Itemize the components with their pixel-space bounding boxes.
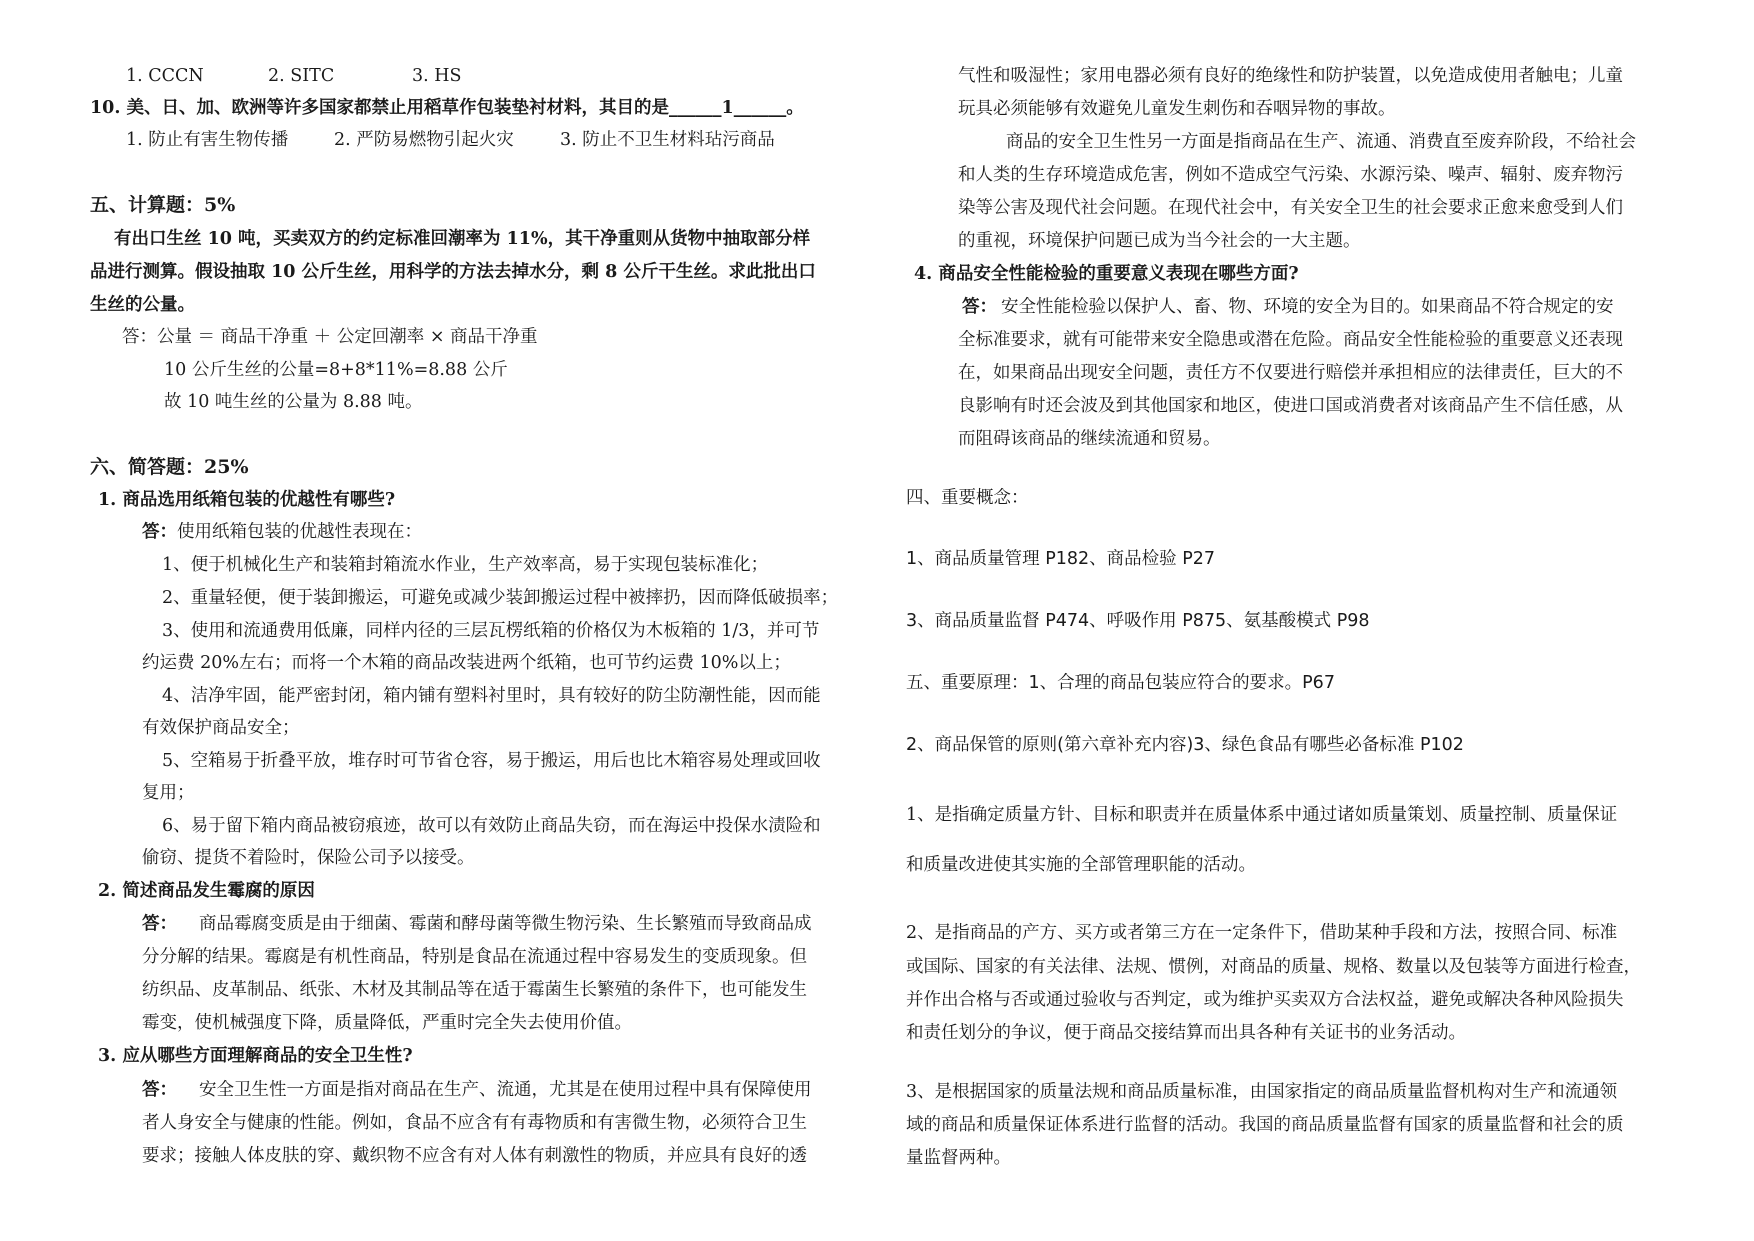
q3-answer-line: 要求；接触人体皮肤的穿、戴织物不应含有对人体有刺激性的物质，并应具有良好的透 <box>142 1146 807 1166</box>
section5-answer-line: 10 公斤生丝的公量=8+8*11%=8.88 公斤 <box>164 360 508 380</box>
q10-answer: 1 <box>721 98 734 118</box>
definition-3-line: 3、是根据国家的质量法规和商品质量标准，由国家指定的商品质量监督机构对生产和流通领 <box>906 1082 1618 1102</box>
definition-3-line: 域的商品和质量保证体系进行监督的活动。我国的商品质量监督有国家的质量监督和社会的质 <box>906 1115 1624 1135</box>
q1-answer-line: 6、易于留下箱内商品被窃痕迹，故可以有效防止商品失窃，而在海运中投保水渍险和 <box>162 816 821 836</box>
q4-answer-first <box>962 297 1614 317</box>
q3-para2-line: 商品的安全卫生性另一方面是指商品在生产、流通、消费直至废弃阶段，不给社会 <box>1006 132 1636 152</box>
concepts-item-3: 3、商品质量监督 P474、呼吸作用 P875、氨基酸模式 P98 <box>906 611 1370 631</box>
q2-answer-first <box>142 914 812 934</box>
q10-option-3: 3. 防止不卫生材料玷污商品 <box>560 130 775 150</box>
q3-answer-first <box>142 1080 812 1100</box>
principles-line-1: 五、重要原理：1、合理的商品包装应符合的要求。P67 <box>906 673 1335 693</box>
q10-option-2: 2. 严防易燃物引起火灾 <box>334 130 514 150</box>
q10-stem-text: 10. 美、日、加、欧洲等许多国家都禁止用稻草作包装垫衬材料，其目的是 <box>90 98 670 118</box>
q4-answer-first-text: 安全性能检验以保护人、畜、物、环境的安全为目的。如果商品不符合规定的安 <box>1001 297 1614 317</box>
q9-option-2: 2. SITC <box>268 66 335 86</box>
q3-title: 3. 应从哪些方面理解商品的安全卫生性? <box>98 1046 413 1066</box>
q9-option-3: 3. HS <box>412 66 462 86</box>
section5-question-line: 有出口生丝 10 吨，买卖双方的约定标准回潮率为 11%，其干净重则从货物中抽取部分样 <box>114 229 811 249</box>
q1-answer-line: 3、使用和流通费用低廉，同样内径的三层瓦楞纸箱的价格仅为木板箱的 1/3，并可节 <box>162 621 820 641</box>
section6-heading: 六、简答题：25% <box>90 456 249 478</box>
section5-heading: 五、计算题：5% <box>90 194 236 216</box>
q10-option-1: 1. 防止有害生物传播 <box>126 130 289 150</box>
definition-2-line: 或国际、国家的有关法律、法规、惯例，对商品的质量、规格、数量以及包装等方面进行检查， <box>906 957 1641 977</box>
q1-answer-intro <box>142 522 422 542</box>
principles-line-2: 2、商品保管的原则(第六章补充内容)3、绿色食品有哪些必备标准 P102 <box>906 735 1464 755</box>
q1-answer-label: 答： <box>142 522 177 542</box>
q3-answer-label: 答： <box>142 1080 177 1100</box>
definition-2-line: 2、是指商品的产方、买方或者第三方在一定条件下，借助某种手段和方法，按照合同、标准 <box>906 923 1618 943</box>
q3-answer-first-text: 安全卫生性一方面是指对商品在生产、流通，尤其是在使用过程中具有保障使用 <box>199 1080 812 1100</box>
q3-cont-line: 气性和吸湿性；家用电器必须有良好的绝缘性和防护装置，以免造成使用者触电；儿童 <box>958 66 1623 86</box>
q3-answer-line: 者人身安全与健康的性能。例如，食品不应含有有毒物质和有害微生物，必须符合卫生 <box>142 1113 807 1133</box>
q1-answer-line: 4、洁净牢固，能严密封闭，箱内铺有塑料衬里时，具有较好的防尘防潮性能，因而能 <box>162 686 821 706</box>
section5-question-line: 生丝的公量。 <box>90 295 195 315</box>
q3-para2-line: 和人类的生存环境造成危害，例如不造成空气污染、水源污染、噪声、辐射、废弃物污 <box>958 165 1623 185</box>
q1-title: 1. 商品选用纸箱包装的优越性有哪些? <box>98 490 396 510</box>
definition-1-line: 和质量改进使其实施的全部管理职能的活动。 <box>906 855 1256 875</box>
q10-stem-end: 。 <box>786 98 804 118</box>
q3-para2-line: 染等公害及现代社会问题。在现代社会中，有关安全卫生的社会要求正愈来愈受到人们 <box>958 198 1623 218</box>
q1-answer-line: 1、便于机械化生产和装箱封箱流水作业，生产效率高，易于实现包装标准化； <box>162 555 769 575</box>
q4-answer-line: 而阻碍该商品的继续流通和贸易。 <box>958 429 1221 449</box>
section5-answer-line: 故 10 吨生丝的公量为 8.88 吨。 <box>164 392 423 412</box>
q9-option-1: 1. CCCN <box>126 66 204 86</box>
concepts-heading: 四、重要概念： <box>906 488 1029 508</box>
concepts-item-1: 1、商品质量管理 P182、商品检验 P27 <box>906 549 1216 569</box>
q3-para2-line: 的重视，环境保护问题已成为当今社会的一大主题。 <box>958 231 1361 251</box>
q4-answer-line: 全标准要求，就有可能带来安全隐患或潜在危险。商品安全性能检验的重要意义还表现 <box>958 330 1623 350</box>
q1-answer-line: 偷窃、提货不着险时，保险公司予以接受。 <box>142 848 475 868</box>
q1-answer-line: 约运费 20%左右；而将一个木箱的商品改装进两个纸箱，也可节约运费 10%以上； <box>142 653 791 673</box>
q1-answer-intro-text: 使用纸箱包装的优越性表现在： <box>177 522 422 542</box>
definition-2-line: 和责任划分的争议，便于商品交接结算而出具各种有关证书的业务活动。 <box>906 1023 1466 1043</box>
q4-answer-label: 答： <box>962 297 997 317</box>
q10-stem <box>90 98 804 118</box>
q3-cont-line: 玩具必须能够有效避免儿童发生刺伤和吞咽异物的事故。 <box>958 99 1396 119</box>
q2-answer-line: 分分解的结果。霉腐是有机性商品，特别是食品在流通过程中容易发生的变质现象。但 <box>142 947 807 967</box>
definition-2-line: 并作出合格与否或通过验收与否判定，或为维护买卖双方合法权益，避免或解决各种风险损失 <box>906 990 1624 1010</box>
q2-answer-label: 答： <box>142 914 177 934</box>
q4-answer-line: 在，如果商品出现安全问题，责任方不仅要进行赔偿并承担相应的法律责任，巨大的不 <box>958 363 1623 383</box>
q2-answer-first-text: 商品霉腐变质是由于细菌、霉菌和酵母菌等微生物污染、生长繁殖而导致商品成 <box>199 914 812 934</box>
q4-answer-line: 良影响有时还会波及到其他国家和地区，使进口国或消费者对该商品产生不信任感，从 <box>958 396 1623 416</box>
q2-answer-line: 霉变，使机械强度下降，质量降低，严重时完全失去使用价值。 <box>142 1013 632 1033</box>
definition-1-line: 1、是指确定质量方针、目标和职责并在质量体系中通过诸如质量策划、质量控制、质量保证 <box>906 805 1618 825</box>
q1-answer-line: 2、重量轻便，便于装卸搬运，可避免或减少装卸搬运过程中被摔扔，因而降低破损率； <box>162 588 839 608</box>
q2-answer-line: 纺织品、皮革制品、纸张、木材及其制品等在适于霉菌生长繁殖的条件下，也可能发生 <box>142 980 807 1000</box>
q1-answer-line: 复用； <box>142 783 195 803</box>
q1-answer-line: 有效保护商品安全； <box>142 718 300 738</box>
q10-blank-left: ______ <box>669 98 722 118</box>
q2-title: 2. 简述商品发生霉腐的原因 <box>98 881 315 901</box>
section5-question-line: 品进行测算。假设抽取 10 公斤生丝，用科学的方法去掉水分，剩 8 公斤干生丝。求此批出口 <box>90 262 816 282</box>
q10-blank-right: ______ <box>733 98 787 118</box>
section5-answer-line: 答：公量 ＝ 商品干净重 ＋ 公定回潮率 × 商品干净重 <box>122 327 538 347</box>
q1-answer-line: 5、空箱易于折叠平放，堆存时可节省仓容，易于搬运，用后也比木箱容易处理或回收 <box>162 751 821 771</box>
definition-3-line: 量监督两种。 <box>906 1148 1011 1168</box>
q4-title: 4. 商品安全性能检验的重要意义表现在哪些方面? <box>914 264 1299 284</box>
